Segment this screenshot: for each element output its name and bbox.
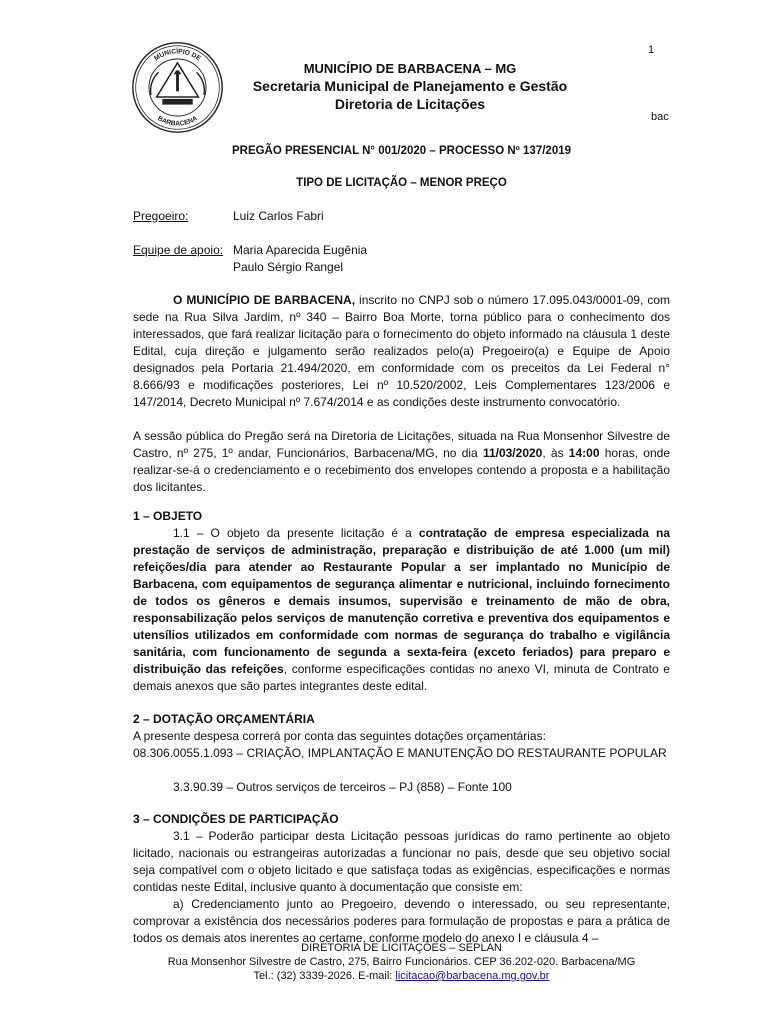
- equipe-label: Equipe de apoio:: [133, 243, 224, 257]
- header-secretariat: Secretaria Municipal de Planejamento e Gestão: [252, 78, 568, 94]
- section-1-text-2: , conforme especificações contidas no anexo VI, minuta de Contrato e demais anexos que são partes integrantes deste edital.: [133, 662, 670, 693]
- header-municipality: MUNICÍPIO DE BARBACENA – MG: [303, 61, 517, 76]
- section-3-paragraph-1: 3.1 – Poderão participar desta Licitação pessoas jurídicas do ramo pertinente ao objeto licitado, nacionais ou estrangeiras autorizadas a funcionar no país, desde que seu objetivo social seja compatível com o objeto licitado e que satisfaça todas as exigências, especificações e normas contidas neste Edital, inclusive quanto à documentação que consiste em:: [133, 829, 670, 894]
- footer-address: Rua Monsenhor Silvestre de Castro, 275, Bairro Funcionários. CEP 36.202-020. Barbacena/MG: [167, 956, 636, 968]
- session-date: 11/03/2020: [482, 446, 543, 460]
- intro-paragraph: [133, 292, 670, 411]
- session-text-3: horas, onde realizar-se-á o credenciamento e o recebimento dos envelopes contendo a proposta e a habilitação dos licitantes.: [133, 446, 670, 494]
- section-3-paragraph-2: a) Credenciamento junto ao Pregoeiro, devendo o interessado, ou seu representante, comprovar a existência dos necessários poderes para formulação de propostas e para a prática de todos os demais atos inerentes ao certame, conforme modelo do anexo I e cláusula 4 –: [133, 897, 670, 945]
- footer-contact: [133, 969, 670, 983]
- section-1-text-1: 1.1 – O objeto da presente licitação é a: [173, 526, 419, 540]
- session-paragraph: [133, 428, 670, 496]
- intro-bold: O MUNICÍPIO DE BARBACENA,: [173, 293, 356, 307]
- seal-text-bottom: BARBACENA: [156, 115, 199, 128]
- document-title: PREGÃO PRESENCIAL N° 001/2020 – PROCESSO Nº 137/2019: [231, 145, 572, 157]
- section-2-line-1: A presente despesa correrá por conta das seguintes dotações orçamentárias:: [133, 729, 546, 743]
- header-tag: bac: [651, 111, 669, 123]
- section-2-heading: 2 – DOTAÇÃO ORÇAMENTÁRIA: [133, 712, 315, 726]
- section-2-line-3: 3.3.90.39 – Outros serviços de terceiros – PJ (858) – Fonte 100: [173, 780, 512, 794]
- bidding-type: TIPO DE LICITAÇÃO – MENOR PREÇO: [296, 177, 507, 189]
- section-1-paragraph: [133, 525, 670, 695]
- equipe-member-2: Paulo Sérgio Rangel: [233, 260, 344, 274]
- svg-text:MUNICÍPIO DE: [153, 46, 202, 62]
- header-directorate: Diretoria de Licitações: [334, 96, 486, 112]
- section-2-line-2: 08.306.0055.1.093 – CRIAÇÃO, IMPLANTAÇÃO E MANUTENÇÃO DO RESTAURANTE POPULAR: [133, 746, 667, 760]
- session-text-1: A sessão pública do Pregão será na Diretoria de Licitações, situada na Rua Monsenhor Silvestre de Castro, nº 275, 1º andar, Funcionários, Barbacena/MG, no dia: [133, 429, 670, 460]
- footer-tel: Tel.: (32) 3339-2026. E-mail:: [253, 970, 396, 982]
- pregoeiro-label: Pregoeiro:: [133, 209, 189, 223]
- session-time: 14:00: [568, 446, 600, 460]
- section-1-heading: 1 – OBJETO: [133, 509, 203, 523]
- pregoeiro-name: Luiz Carlos Fabri: [233, 209, 324, 223]
- intro-text: inscrito no CNPJ sob o número 17.095.043/0001-09, com sede na Rua Silva Jardim, nº 340 – Bairro Boa Morte, torna público para o conhecimento dos interessados, que fará realizar licitação para o fornecimento do objeto informado na cláusula 1 deste Edital, cuja direção e julgamento serão realizados pelo(a) Pregoeiro(a) e Equipe de Apoio designados pela Portaria 21.494/2020, em conformidade com os preceitos da Lei Federal n° 8.666/93 e modificações posteriores, Lei nº 10.520/2002, Leis Complementares 123/2006 e 147/2014, Decreto Municipal nº 7.674/2014 e as condições deste instrumento convocatório.: [133, 293, 670, 409]
- svg-text:BARBACENA: [156, 115, 199, 128]
- footer-directorate: DIRETORIA DE LICITAÇÕES – SEPLAN: [301, 942, 502, 954]
- page-number: 1: [648, 44, 655, 56]
- section-3-heading: 3 – CONDIÇÕES DE PARTICIPAÇÃO: [133, 812, 339, 826]
- seal-text-top: MUNICÍPIO DE: [153, 48, 202, 63]
- session-text-2: , às: [542, 446, 569, 460]
- footer-email-link[interactable]: licitacao@barbacena.mg.gov.br: [395, 970, 550, 982]
- section-1-bold: contratação de empresa especializada na prestação de serviços de administração, preparação e distribuição de até 1.000 (um mil) refeições/dia para atender ao Restaurante Popular a ser implantado no Município de Barbacena, com equipamentos de segurança alimentar e nutricional, incluindo fornecimento de todos os gêneros e demais insumos, supervisão e treinamento de mão de obra, responsabilização pelos serviços de manutenção corretiva e preventiva dos equipamentos e utensílios utilizados em conformidade com normas de segurança do trabalho e vigilância sanitária, com funcionamento de segunda a sexta-feira (exceto feriados) para preparo e distribuição das refeições: [133, 526, 670, 676]
- municipal-seal-icon: [130, 40, 225, 135]
- equipe-member-1: Maria Aparecida Eugênia: [233, 243, 368, 257]
